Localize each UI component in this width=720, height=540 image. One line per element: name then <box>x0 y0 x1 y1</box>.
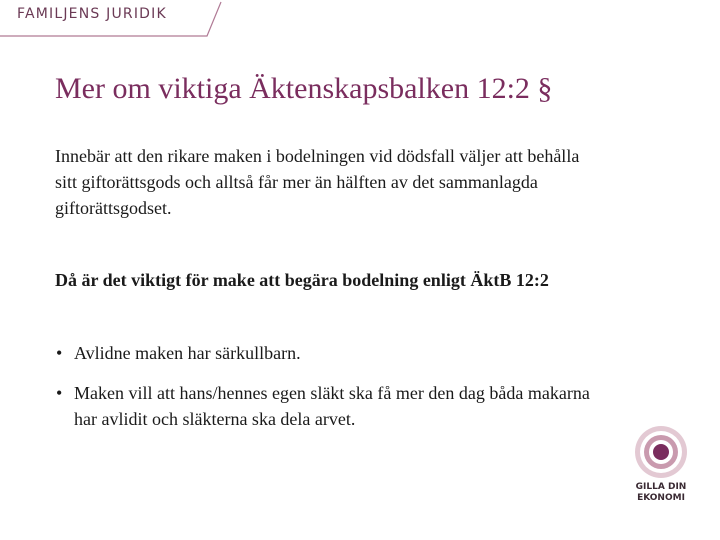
brand-logo <box>630 425 692 511</box>
bullet-list <box>55 340 615 446</box>
list-item <box>55 340 615 366</box>
slide-title: Mer om viktiga Äktenskapsbalken 12:2 § <box>55 72 553 105</box>
emphasis-paragraph: Då är det viktigt för make att begära bodelning enligt ÄktB 12:2 <box>55 270 549 290</box>
logo-line-1: GILLA DIN <box>635 482 687 492</box>
bullet-text: Maken vill att hans/hennes egen släkt ska få mer den dag båda makarna har avlidit och släkterna ska dela arvet. <box>74 383 590 429</box>
logo-text <box>630 482 692 504</box>
header-label: FAMILJENS JURIDIK <box>17 6 167 22</box>
header-tab <box>0 0 225 40</box>
list-item <box>55 380 615 432</box>
logo-line-2: EKONOMI <box>637 493 685 503</box>
concentric-circles-icon <box>634 425 688 479</box>
intro-paragraph: Innebär att den rikare maken i bodelningen vid dödsfall väljer att behålla sitt giftorättsgods och alltså får mer än hälften av det sammanlagda giftorättsgodset. <box>55 146 580 218</box>
bullet-glyph: • <box>56 383 63 403</box>
bullet-text: Avlidne maken har särkullbarn. <box>74 343 301 363</box>
bullet-glyph: • <box>56 343 63 363</box>
